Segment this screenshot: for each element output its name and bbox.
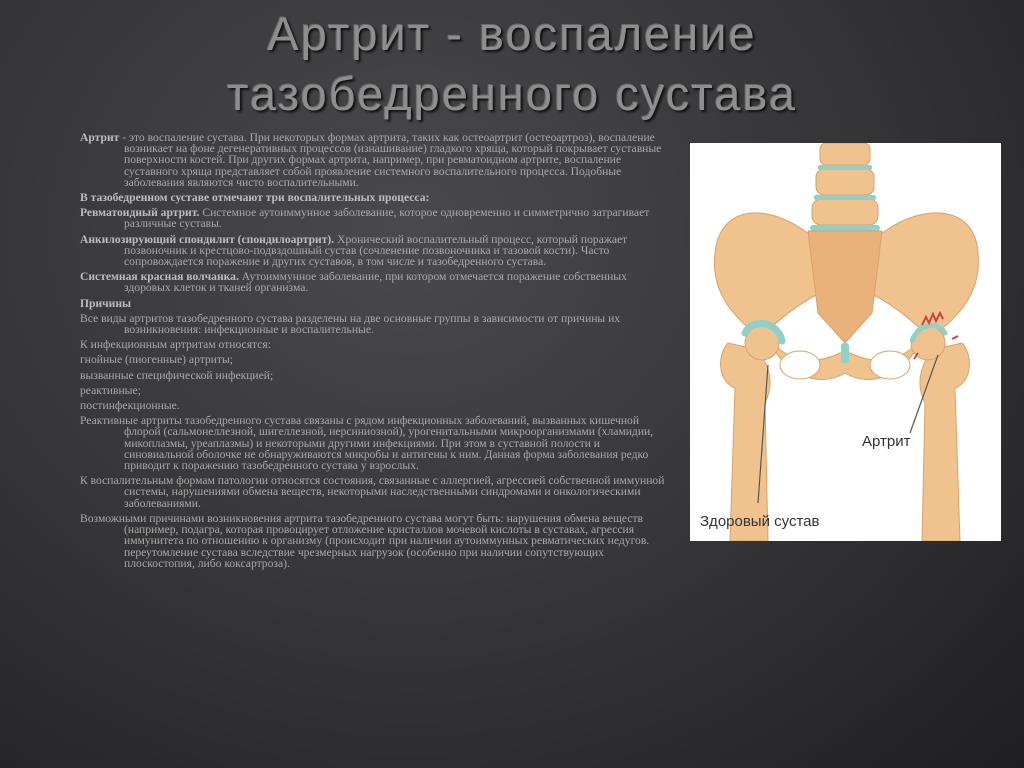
list-item: вызванные специфической инфекцией; [80, 368, 274, 382]
possible-causes-paragraph: Возможными причинами возникновения артрита тазобедренного сустава могут быть: нарушения обмена веществ (например, подагра, которая провоцирует отложение кристаллов мочевой кислоты в суставах, агрессия иммунитета по отношению к организму (происходит при наличии аутоиммунных ревматических недугов. переутомление сустава вследствие чрезмерных нагрузок (особенно при наличии сопутствующих плоскостопия, либо коксартроза). [80, 511, 650, 570]
hip-joint-illustration [690, 143, 1001, 541]
lupus-text: Аутоиммунное заболевание, при котором отмечается поражение собственных здоровых клеток и тканей организма. [124, 270, 627, 295]
processes-heading: В тазобедренном суставе отмечают три воспалительных процесса: [80, 191, 430, 205]
causes-heading: Причины [80, 296, 132, 310]
lupus-paragraph [80, 271, 670, 293]
intro-term: Артрит [80, 131, 120, 144]
slide-body-text [80, 132, 670, 573]
lupus-term: Системная красная волчанка. [80, 270, 239, 284]
causes-paragraph: Все виды артритов тазобедренного сустава разделены на две основные группы в зависимости от причины их возникновения: инфекционные и воспалительные. [80, 311, 621, 337]
rheumatoid-paragraph [80, 207, 670, 229]
list-item: реактивные; [80, 383, 141, 397]
spondylitis-term: Анкилозирующий спондилит (спондилоартрит). [80, 232, 335, 246]
arthritis-label: Артрит [862, 433, 911, 450]
spondylitis-text: Хронический воспалительный процесс, который поражает позвоночник и крестцово-подвздошный сустав (сочленение позвоночника и тазовой кости). Часто сопровождается поражение и других суставов, в том числе и тазобедренного сустава. [124, 232, 628, 269]
inflammatory-paragraph: К воспалительным формам патологии относятся состояния, связанные с аллергией, агрессией собственной иммунной системы, нарушениями обмена веществ, некоторыми наследственными синдромами и онкологическими заболеваниями. [80, 474, 665, 510]
sacrum-shape [808, 231, 882, 343]
rheumatoid-term: Ревматоидный артрит. [80, 206, 200, 220]
infectious-heading: К инфекционным артритам относятся: [80, 338, 271, 352]
obturator-right [870, 351, 910, 379]
list-item: гнойные (пиогенные) артриты; [80, 353, 233, 367]
spine-shape [812, 143, 878, 225]
title-line-2: тазобедренного сустава [226, 67, 798, 120]
slide-title [0, 4, 1024, 124]
left-iliac-shape [714, 213, 820, 338]
list-item: постинфекционные. [80, 399, 180, 413]
right-femur-shape [920, 343, 969, 541]
intro-paragraph [80, 132, 670, 188]
healthy-joint-label: Здоровый сустав [700, 513, 820, 530]
pelvis-drawing [690, 143, 1001, 541]
spondylitis-paragraph [80, 234, 670, 268]
pubic-symphysis [841, 343, 849, 363]
title-line-1: Артрит - воспаление [267, 7, 757, 60]
intro-text: - это воспаление сустава. При некоторых формах артрита, таких как остеоартрит (остеоартроз), воспаление возникает на фоне дегенеративных процессов (изнашивание) гладкого хряща, который покрывает суставные поверхности костей. При других формах артрита, например, при ревматоидном артрите, воспаление суставного хряща представляет собой проявление системного воспалительного процесса. Подобные заболевания являются чисто воспалительными. [119, 131, 662, 189]
reactive-paragraph: Реактивные артриты тазобедренного сустава связаны с рядом инфекционных заболеваний, вызванных кишечной флорой (сальмонеллезной, шигеллезной, иерсиниозной), урогенитальными микроорганизмами (хламидии, микоплазмы, уреаплазмы) и некоторыми другими инфекциями. При этом в суставной полости и синовиальной оболочке не обнаруживаются микробы и антигены к ним. Данная форма заболевания редко приводит к поражению тазобедренного сустава у взрослых. [80, 414, 654, 473]
rheumatoid-text: Системное аутоиммунное заболевание, которое одновременно и симметрично затрагивает различные суставы. [124, 206, 650, 231]
obturator-left [780, 351, 820, 379]
